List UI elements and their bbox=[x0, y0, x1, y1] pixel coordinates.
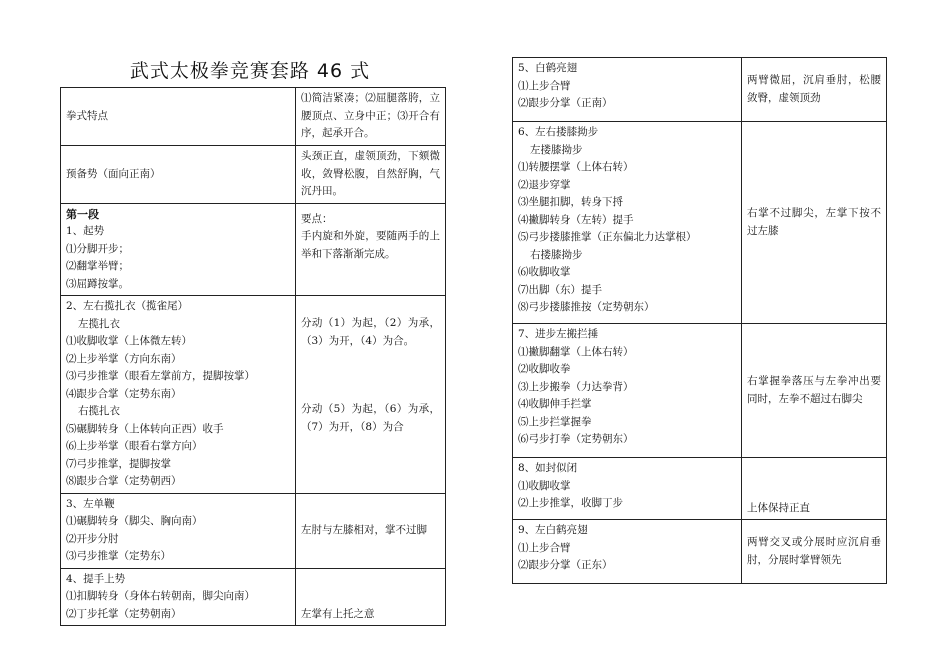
move-note: 左掌有上托之意 bbox=[301, 607, 375, 620]
move-step: ⑹弓步打拳（定势朝东） bbox=[518, 433, 634, 445]
move-step: ⑴收脚收掌 bbox=[518, 479, 571, 492]
note-heading: 要点： bbox=[301, 212, 333, 225]
note-cell bbox=[742, 520, 887, 584]
move-cell bbox=[513, 458, 742, 520]
intro-label: 预备势（面向正南） bbox=[61, 146, 296, 204]
table-row bbox=[513, 122, 887, 324]
move-step: ⑸上步拦掌握拳 bbox=[518, 415, 592, 428]
table-row bbox=[513, 458, 887, 520]
move-note: 分动（1）为起，（2）为承，（3）为开，（4）为合。 bbox=[301, 317, 440, 347]
move-step: ⑶坐腿扣脚，转身下捋 bbox=[518, 196, 623, 208]
move-step: ⑸弓步搂膝推掌（正东偏北力达掌根） bbox=[518, 231, 697, 243]
table-row bbox=[513, 58, 887, 122]
note-cell bbox=[296, 568, 446, 626]
move-note: 右掌握拳落压与左拳冲出要同时，左拳不超过右脚尖 bbox=[747, 375, 881, 405]
move-cell bbox=[513, 58, 742, 122]
move-step: ⑵翻掌举臂； bbox=[66, 260, 129, 272]
intro-label: 拳式特点 bbox=[61, 88, 296, 146]
note-cell bbox=[742, 324, 887, 458]
move-step: ⑴撇脚翻掌（上体右转） bbox=[518, 345, 634, 358]
move-cell bbox=[513, 324, 742, 458]
move-subtitle: 右搂膝拗步 bbox=[530, 248, 583, 261]
move-step: ⑹上步举掌（眼看右掌方向） bbox=[66, 440, 203, 452]
move-step: ⑵跟步分掌（正南） bbox=[518, 97, 613, 109]
move-step: ⑵退步穿掌 bbox=[518, 178, 571, 191]
move-cell bbox=[61, 203, 296, 296]
move-subtitle: 右揽扎衣 bbox=[78, 405, 120, 417]
note-cell bbox=[296, 493, 446, 568]
move-note: 两臂交叉或分展时应沉肩垂肘，分展时掌臂领先 bbox=[747, 536, 881, 566]
table-row bbox=[61, 296, 446, 494]
table-row bbox=[513, 520, 887, 584]
move-step: ⑵上步推掌，收脚丁步 bbox=[518, 497, 623, 509]
note-cell bbox=[296, 296, 446, 494]
move-step: ⑸碾脚转身（上体转向正西）收手 bbox=[66, 422, 224, 435]
note-cell bbox=[742, 122, 887, 324]
move-note: 右掌不过脚尖，左掌下按不过左膝 bbox=[747, 207, 881, 237]
move-step: ⑹收脚收掌 bbox=[518, 266, 571, 278]
move-step: ⑴扣脚转身（身体右转朝南，脚尖向南） bbox=[66, 590, 255, 602]
section-heading: 第一段 bbox=[66, 207, 99, 221]
move-title: 3、左单鞭 bbox=[66, 497, 115, 510]
table-row bbox=[513, 324, 887, 458]
move-step: ⑻跟步合掌（定势朝西） bbox=[66, 475, 182, 487]
move-title: 9、左白鹤亮翅 bbox=[518, 524, 588, 536]
table-row bbox=[61, 568, 446, 626]
move-step: ⑷跟步合掌（定势东南） bbox=[66, 387, 182, 400]
move-step: ⑶弓步推掌（定势东） bbox=[66, 550, 171, 562]
note-cell bbox=[296, 203, 446, 296]
move-step: ⑷撇脚转身（左转）提手 bbox=[518, 213, 634, 226]
move-cell bbox=[61, 493, 296, 568]
move-step: ⑵上步举掌（方向东南） bbox=[66, 352, 182, 365]
move-note: 手内旋和外旋，要随两手的上举和下落渐渐完成。 bbox=[301, 230, 440, 260]
intro-note: ⑴简洁紧凑；⑵屈腿落胯，立腰顶点、立身中正；⑶开合有序，起承开合。 bbox=[296, 88, 446, 146]
move-title: 7、进步左搬拦捶 bbox=[518, 328, 599, 340]
document-title: 武式太极拳竞赛套路 46 式 bbox=[129, 60, 371, 82]
move-step: ⑴上步合臂 bbox=[518, 541, 571, 554]
move-title: 5、白鹤亮翅 bbox=[518, 62, 578, 74]
move-step: ⑻弓步搂膝推按（定势朝东） bbox=[518, 301, 655, 313]
move-step: ⑴转腰摆掌（上体右转） bbox=[518, 161, 634, 173]
left-table bbox=[60, 87, 446, 626]
move-step: ⑶上步搬拳（力达拳背） bbox=[518, 380, 634, 393]
move-step: ⑴分脚开步； bbox=[66, 242, 129, 255]
move-step: ⑵开步分肘 bbox=[66, 532, 119, 545]
right-table bbox=[512, 57, 887, 584]
move-note: 分动（5）为起，（6）为承，（7）为开，（8）为合 bbox=[301, 403, 440, 433]
note-cell bbox=[742, 58, 887, 122]
move-subtitle: 左揽扎衣 bbox=[78, 317, 120, 330]
move-title: 8、如封似闭 bbox=[518, 462, 578, 474]
move-subtitle: 左搂膝拗步 bbox=[530, 143, 583, 156]
move-step: ⑵丁步托掌（定势朝南） bbox=[66, 607, 182, 620]
move-note: 左肘与左膝相对，掌不过脚 bbox=[301, 523, 427, 536]
move-cell bbox=[513, 122, 742, 324]
move-note: 上体保持正直 bbox=[747, 501, 810, 514]
move-step: ⑶弓步推掌（眼看左掌前方，提脚按掌） bbox=[66, 370, 255, 382]
move-step: ⑺弓步推掌，提脚按掌 bbox=[66, 457, 171, 470]
table-row bbox=[61, 88, 446, 146]
move-cell bbox=[61, 296, 296, 494]
move-title: 4、提手上势 bbox=[66, 572, 126, 585]
table-row bbox=[61, 146, 446, 204]
move-step: ⑴上步合臂 bbox=[518, 79, 571, 92]
move-title: 1、起势 bbox=[66, 225, 105, 237]
move-step: ⑷收脚伸手拦掌 bbox=[518, 398, 592, 410]
move-cell bbox=[513, 520, 742, 584]
table-row bbox=[61, 203, 446, 296]
move-title: 6、左右搂膝拗步 bbox=[518, 126, 599, 138]
table-row bbox=[61, 493, 446, 568]
move-step: ⑵收脚收拳 bbox=[518, 363, 571, 375]
move-note: 两臂微屈，沉肩垂肘，松腰敛臀，虚领顶劲 bbox=[747, 74, 881, 104]
move-cell bbox=[61, 568, 296, 626]
move-title: 2、左右揽扎衣（揽雀尾） bbox=[66, 300, 189, 312]
move-step: ⑺出脚（东）提手 bbox=[518, 283, 602, 296]
move-step: ⑴碾脚转身（脚尖、胸向南） bbox=[66, 515, 203, 527]
note-cell bbox=[742, 458, 887, 520]
intro-note: 头颈正直，虚领顶劲，下颏微收，敛臀松腹，自然舒胸，气沉丹田。 bbox=[296, 146, 446, 204]
move-step: ⑵跟步分掌（正东） bbox=[518, 559, 613, 571]
move-step: ⑶屈蹲按掌。 bbox=[66, 277, 129, 290]
move-step: ⑴收脚收掌（上体微左转） bbox=[66, 335, 192, 347]
